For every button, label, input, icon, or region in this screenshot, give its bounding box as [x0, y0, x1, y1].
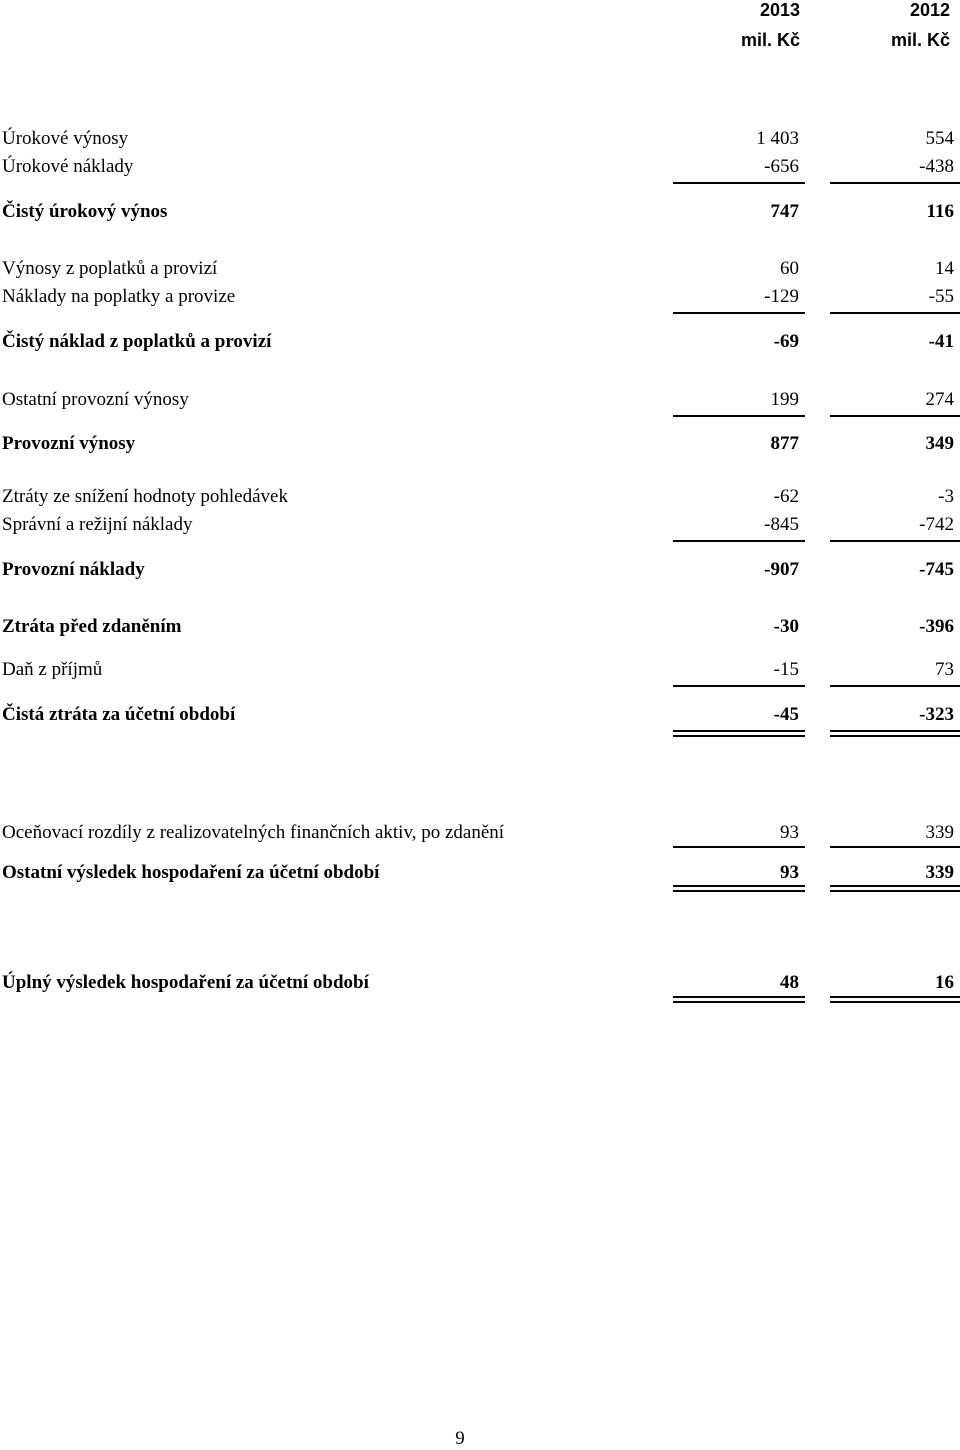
table-row — [0, 821, 960, 845]
value-2013: -845 — [764, 514, 799, 535]
column-header-2012 — [820, 0, 950, 50]
value-2012: 554 — [925, 128, 954, 149]
subtotal-rule — [673, 415, 805, 417]
table-row — [0, 432, 960, 456]
table-row — [0, 257, 960, 281]
row-label: Daň z příjmů — [2, 659, 103, 680]
value-2012: -41 — [928, 331, 954, 352]
table-row — [0, 971, 960, 995]
subtotal-rule — [830, 540, 960, 542]
header-year: 2012 — [909, 0, 950, 20]
table-row — [0, 615, 960, 639]
value-2012: 73 — [935, 659, 954, 680]
value-2012: -323 — [919, 704, 954, 725]
value-2012: -55 — [928, 286, 954, 307]
value-2013: -907 — [764, 559, 799, 580]
subtotal-rule — [830, 415, 960, 417]
row-label: Úrokové výnosy — [2, 128, 129, 149]
table-row — [0, 330, 960, 354]
value-2012: 274 — [925, 389, 954, 410]
value-2012: -438 — [919, 156, 954, 177]
value-2013: 199 — [770, 389, 799, 410]
value-2013: 747 — [770, 201, 799, 222]
row-label: Ostatní provozní výnosy — [2, 389, 189, 410]
table-row — [0, 513, 960, 537]
table-row — [0, 861, 960, 885]
value-2013: -15 — [773, 659, 799, 680]
value-2012: 16 — [935, 972, 954, 993]
table-row — [0, 388, 960, 412]
subtotal-rule — [673, 846, 805, 848]
table-row — [0, 200, 960, 224]
value-2013: -30 — [773, 616, 799, 637]
row-label: Správní a režijní náklady — [2, 514, 193, 535]
row-label: Úplný výsledek hospodaření za účetní období — [2, 972, 369, 993]
value-2012: -742 — [919, 514, 954, 535]
value-2013: -129 — [764, 286, 799, 307]
value-2012: 349 — [925, 433, 954, 454]
header-unit: mil. Kč — [740, 30, 800, 50]
value-2013: 60 — [780, 258, 799, 279]
row-label: Provozní náklady — [2, 559, 145, 580]
subtotal-rule — [673, 685, 805, 687]
value-2013: 877 — [770, 433, 799, 454]
row-label: Ztráta před zdaněním — [2, 616, 182, 637]
row-label: Úrokové náklady — [2, 156, 134, 177]
total-double-rule — [830, 996, 960, 1003]
value-2013: 93 — [780, 822, 799, 843]
value-2012: -3 — [938, 486, 954, 507]
row-label: Čistá ztráta za účetní období — [2, 704, 236, 725]
total-double-rule — [673, 885, 805, 892]
value-2013: -69 — [773, 331, 799, 352]
subtotal-rule — [830, 685, 960, 687]
table-row — [0, 658, 960, 682]
header-unit: mil. Kč — [890, 30, 950, 50]
value-2013: -62 — [773, 486, 799, 507]
value-2013: 93 — [780, 862, 799, 883]
row-label: Výnosy z poplatků a provizí — [2, 258, 218, 279]
value-2012: 14 — [935, 258, 954, 279]
value-2013: -656 — [764, 156, 799, 177]
table-row — [0, 127, 960, 151]
table-row — [0, 703, 960, 727]
subtotal-rule — [830, 846, 960, 848]
subtotal-rule — [673, 182, 805, 184]
value-2012: -745 — [919, 559, 954, 580]
value-2013: 48 — [780, 972, 799, 993]
value-2012: 339 — [925, 822, 954, 843]
row-label: Čistý náklad z poplatků a provizí — [2, 331, 272, 352]
value-2013: 1 403 — [756, 128, 799, 149]
value-2013: -45 — [773, 704, 799, 725]
column-header-2013 — [670, 0, 800, 50]
table-row — [0, 558, 960, 582]
row-label: Náklady na poplatky a provize — [2, 286, 236, 307]
row-label: Čistý úrokový výnos — [2, 201, 168, 222]
row-label: Provozní výnosy — [2, 433, 136, 454]
total-double-rule — [673, 730, 805, 737]
total-double-rule — [830, 885, 960, 892]
value-2012: 116 — [926, 201, 954, 222]
subtotal-rule — [830, 182, 960, 184]
subtotal-rule — [673, 540, 805, 542]
table-row — [0, 485, 960, 509]
value-2012: -396 — [919, 616, 954, 637]
page-number: 9 — [455, 1428, 465, 1449]
total-double-rule — [673, 996, 805, 1003]
header-year: 2013 — [759, 0, 800, 20]
row-label: Oceňovací rozdíly z realizovatelných finančních aktiv, po zdanění — [2, 822, 505, 843]
row-label: Ztráty ze snížení hodnoty pohledávek — [2, 486, 288, 507]
table-row — [0, 155, 960, 179]
table-row — [0, 285, 960, 309]
subtotal-rule — [830, 312, 960, 314]
total-double-rule — [830, 730, 960, 737]
value-2012: 339 — [925, 862, 954, 883]
row-label: Ostatní výsledek hospodaření za účetní období — [2, 862, 380, 883]
subtotal-rule — [673, 312, 805, 314]
